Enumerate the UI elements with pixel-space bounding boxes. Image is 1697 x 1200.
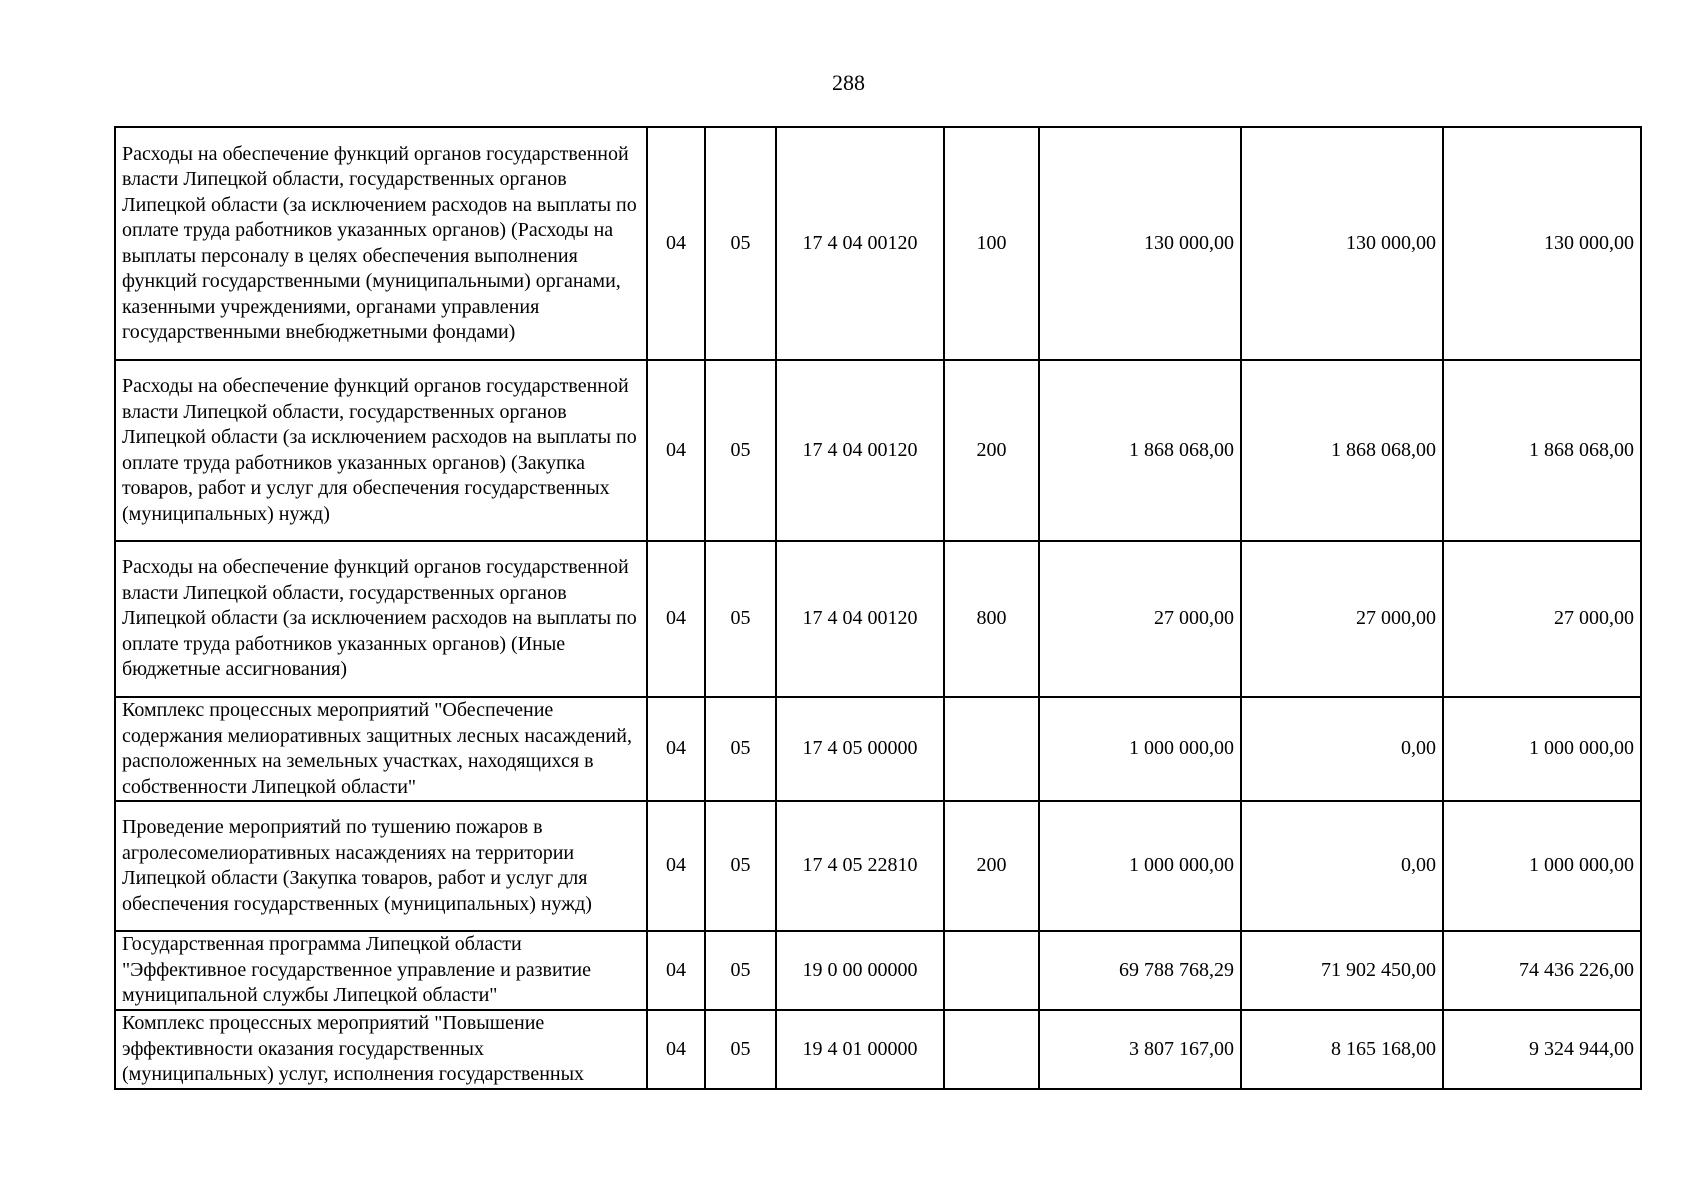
target-article-code: 17 4 04 00120 (776, 360, 944, 541)
budget-table (114, 126, 1642, 1090)
target-article-code: 17 4 04 00120 (776, 127, 944, 360)
amount-year-2: 0,00 (1241, 801, 1443, 931)
amount-year-1: 3 807 167,00 (1039, 1010, 1241, 1089)
subsection-code: 05 (705, 541, 776, 697)
expense-type-code (944, 931, 1039, 1010)
table-row (115, 697, 1641, 801)
row-description: Проведение мероприятий по тушению пожаров в агролесомелиоративных насаждениях на территории Липецкой области (Закупка товаров, работ и услуг для обеспечения государственных (муниципальных) нужд) (115, 801, 647, 931)
amount-year-1: 1 868 068,00 (1039, 360, 1241, 541)
amount-year-3: 27 000,00 (1443, 541, 1641, 697)
expense-type-code: 200 (944, 360, 1039, 541)
amount-year-2: 0,00 (1241, 697, 1443, 801)
amount-year-2: 71 902 450,00 (1241, 931, 1443, 1010)
subsection-code: 05 (705, 931, 776, 1010)
amount-year-1: 69 788 768,29 (1039, 931, 1241, 1010)
row-description: Расходы на обеспечение функций органов государственной власти Липецкой области, государственных органов Липецкой области (за исключением расходов на выплаты по оплате труда работников указанных органов) (Закупка товаров, работ и услуг для обеспечения государственных (муниципальных) нужд) (115, 360, 647, 541)
subsection-code: 05 (705, 1010, 776, 1089)
amount-year-2: 130 000,00 (1241, 127, 1443, 360)
amount-year-3: 1 000 000,00 (1443, 697, 1641, 801)
subsection-code: 05 (705, 360, 776, 541)
row-description: Расходы на обеспечение функций органов государственной власти Липецкой области, государственных органов Липецкой области (за исключением расходов на выплаты по оплате труда работников указанных органов) (Иные бюджетные ассигнования) (115, 541, 647, 697)
amount-year-3: 9 324 944,00 (1443, 1010, 1641, 1089)
subsection-code: 05 (705, 697, 776, 801)
row-description: Государственная программа Липецкой области "Эффективное государственное управление и развитие муниципальной службы Липецкой области" (115, 931, 647, 1010)
expense-type-code: 800 (944, 541, 1039, 697)
row-description: Комплекс процессных мероприятий "Обеспечение содержания мелиоративных защитных лесных насаждений, расположенных на земельных участках, находящихся в собственности Липецкой области" (115, 697, 647, 801)
table-row (115, 541, 1641, 697)
table-row (115, 931, 1641, 1010)
section-code: 04 (647, 801, 705, 931)
amount-year-2: 1 868 068,00 (1241, 360, 1443, 541)
table-row (115, 127, 1641, 360)
expense-type-code: 200 (944, 801, 1039, 931)
target-article-code: 17 4 04 00120 (776, 541, 944, 697)
amount-year-1: 130 000,00 (1039, 127, 1241, 360)
amount-year-3: 130 000,00 (1443, 127, 1641, 360)
amount-year-3: 74 436 226,00 (1443, 931, 1641, 1010)
target-article-code: 17 4 05 00000 (776, 697, 944, 801)
page-number: 288 (832, 70, 865, 95)
expense-type-code (944, 1010, 1039, 1089)
section-code: 04 (647, 360, 705, 541)
section-code: 04 (647, 1010, 705, 1089)
amount-year-2: 27 000,00 (1241, 541, 1443, 697)
subsection-code: 05 (705, 801, 776, 931)
amount-year-1: 1 000 000,00 (1039, 801, 1241, 931)
row-description: Комплекс процессных мероприятий "Повышение эффективности оказания государственных (муниципальных) услуг, исполнения государственных (115, 1010, 647, 1089)
amount-year-3: 1 000 000,00 (1443, 801, 1641, 931)
section-code: 04 (647, 541, 705, 697)
amount-year-1: 27 000,00 (1039, 541, 1241, 697)
amount-year-2: 8 165 168,00 (1241, 1010, 1443, 1089)
table-row (115, 801, 1641, 931)
amount-year-1: 1 000 000,00 (1039, 697, 1241, 801)
expense-type-code (944, 697, 1039, 801)
target-article-code: 19 4 01 00000 (776, 1010, 944, 1089)
target-article-code: 19 0 00 00000 (776, 931, 944, 1010)
expense-type-code: 100 (944, 127, 1039, 360)
table-row (115, 360, 1641, 541)
table-row (115, 1010, 1641, 1089)
section-code: 04 (647, 697, 705, 801)
target-article-code: 17 4 05 22810 (776, 801, 944, 931)
row-description: Расходы на обеспечение функций органов государственной власти Липецкой области, государственных органов Липецкой области (за исключением расходов на выплаты по оплате труда работников указанных органов) (Расходы на выплаты персоналу в целях обеспечения выполнения функций государственными (муниципальными) органами, казенными учреждениями, органами управления государственными внебюджетными фондами) (115, 127, 647, 360)
subsection-code: 05 (705, 127, 776, 360)
amount-year-3: 1 868 068,00 (1443, 360, 1641, 541)
section-code: 04 (647, 931, 705, 1010)
section-code: 04 (647, 127, 705, 360)
